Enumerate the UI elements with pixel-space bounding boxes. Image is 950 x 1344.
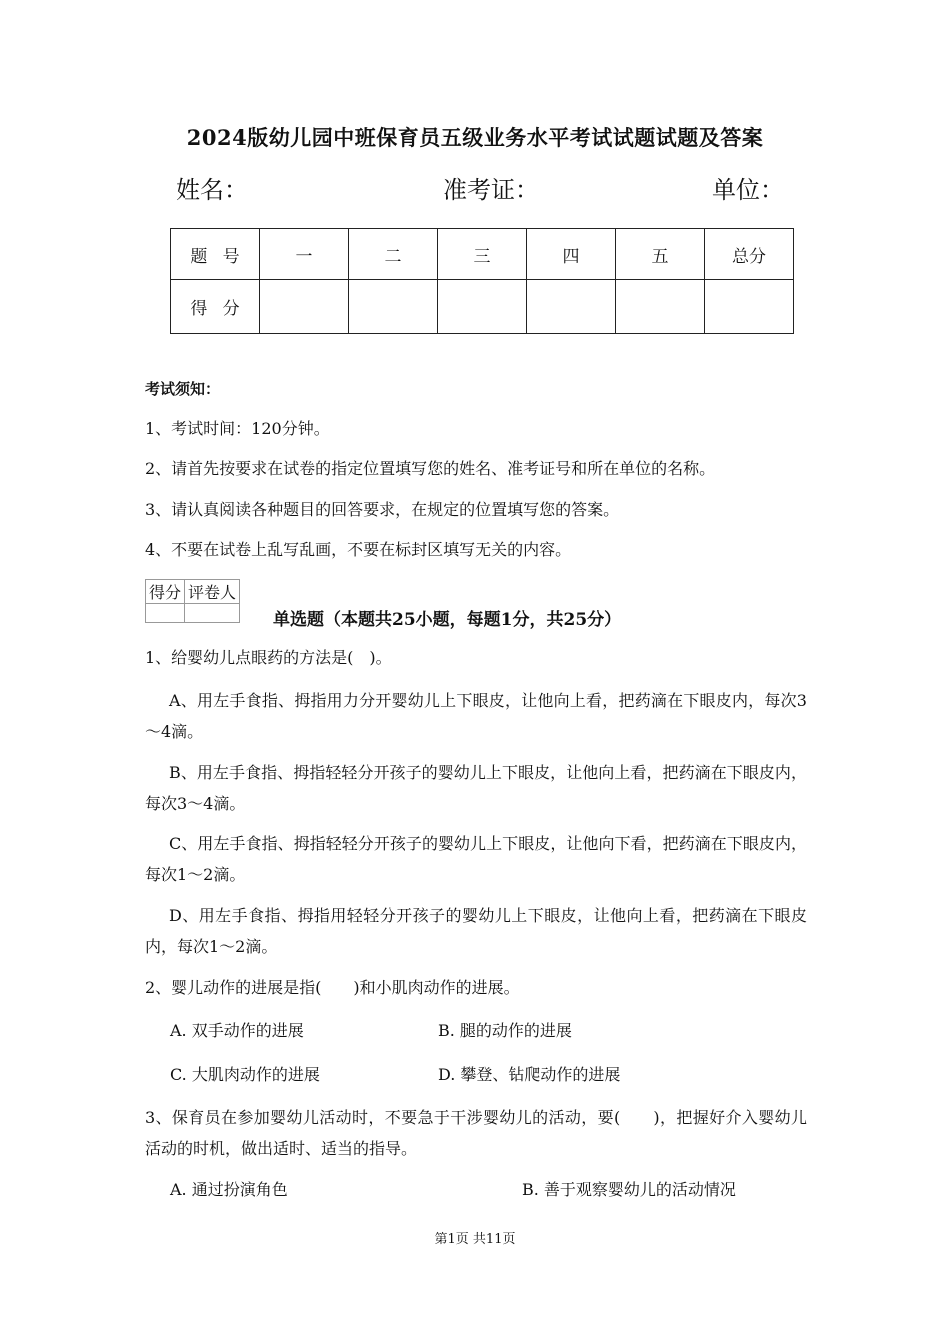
grader-score-cell[interactable] bbox=[146, 604, 185, 623]
note-item: 2、请首先按要求在试卷的指定位置填写您的姓名、准考证号和所在单位的名称。 bbox=[145, 459, 716, 478]
question-3-option-a: A. 通过扮演角色 bbox=[170, 1180, 288, 1199]
header-cell-total: 总分 bbox=[705, 229, 794, 280]
score-table-score-row bbox=[171, 280, 794, 334]
score-cell[interactable] bbox=[616, 280, 705, 334]
notes-heading: 考试须知： bbox=[145, 380, 221, 398]
note-item: 3、请认真阅读各种题目的回答要求，在规定的位置填写您的答案。 bbox=[145, 500, 620, 519]
document-title: 2024版幼儿园中班保育员五级业务水平考试试题试题及答案 bbox=[186, 125, 764, 150]
note-item: 1、考试时间：120分钟。 bbox=[145, 419, 330, 438]
header-cell-1: 一 bbox=[260, 229, 349, 280]
grader-name-cell[interactable] bbox=[185, 604, 240, 623]
question-2-option-b: B. 腿的动作的进展 bbox=[438, 1021, 572, 1040]
score-cell[interactable] bbox=[438, 280, 527, 334]
question-2-stem: 2、婴儿动作的进展是指( )和小肌肉动作的进展。 bbox=[145, 978, 520, 997]
score-cell-total[interactable] bbox=[705, 280, 794, 334]
ticket-field-label: 准考证： bbox=[443, 176, 539, 204]
name-field-label: 姓名： bbox=[176, 176, 248, 204]
grader-box bbox=[145, 579, 240, 623]
question-1-option-c: C、用左手食指、拇指轻轻分开孩子的婴幼儿上下眼皮，让他向下看，把药滴在下眼皮内，每次1～2滴。 bbox=[145, 834, 807, 884]
header-cell-question-number: 题号 bbox=[171, 229, 260, 280]
note-item: 4、不要在试卷上乱写乱画，不要在标封区填写无关的内容。 bbox=[145, 540, 572, 559]
grader-score-label: 得分 bbox=[146, 580, 185, 604]
unit-field-label: 单位： bbox=[712, 176, 784, 204]
score-table-header-row bbox=[171, 229, 794, 280]
question-1-stem: 1、给婴幼儿点眼药的方法是( )。 bbox=[145, 648, 392, 667]
question-1-option-a: A、用左手食指、拇指用力分开婴幼儿上下眼皮，让他向上看，把药滴在下眼皮内，每次3～4滴。 bbox=[145, 691, 807, 741]
header-cell-3: 三 bbox=[438, 229, 527, 280]
row-label-score: 得分 bbox=[171, 280, 260, 334]
score-table bbox=[170, 228, 794, 334]
score-cell[interactable] bbox=[260, 280, 349, 334]
section-title: 单选题（本题共25小题，每题1分，共25分） bbox=[273, 610, 622, 630]
question-2-option-a: A. 双手动作的进展 bbox=[170, 1021, 304, 1040]
score-cell[interactable] bbox=[349, 280, 438, 334]
header-cell-2: 二 bbox=[349, 229, 438, 280]
question-1-option-b: B、用左手食指、拇指轻轻分开孩子的婴幼儿上下眼皮，让他向上看，把药滴在下眼皮内，每次3～4滴。 bbox=[145, 763, 807, 813]
score-cell[interactable] bbox=[527, 280, 616, 334]
header-cell-4: 四 bbox=[527, 229, 616, 280]
question-2-option-d: D. 攀登、钻爬动作的进展 bbox=[438, 1065, 621, 1084]
page-footer: 第1页 共11页 bbox=[434, 1232, 516, 1247]
header-cell-5: 五 bbox=[616, 229, 705, 280]
question-1-option-d: D、用左手食指、拇指用轻轻分开孩子的婴幼儿上下眼皮，让他向上看，把药滴在下眼皮内，每次1～2滴。 bbox=[145, 906, 807, 956]
question-3-stem: 3、保育员在参加婴幼儿活动时，不要急于干涉婴幼儿的活动，要( )，把握好介入婴幼儿活动的时机，做出适时、适当的指导。 bbox=[145, 1108, 807, 1158]
grader-name-label: 评卷人 bbox=[185, 580, 240, 604]
question-3-option-b: B. 善于观察婴幼儿的活动情况 bbox=[522, 1180, 736, 1199]
question-2-option-c: C. 大肌肉动作的进展 bbox=[170, 1065, 320, 1084]
